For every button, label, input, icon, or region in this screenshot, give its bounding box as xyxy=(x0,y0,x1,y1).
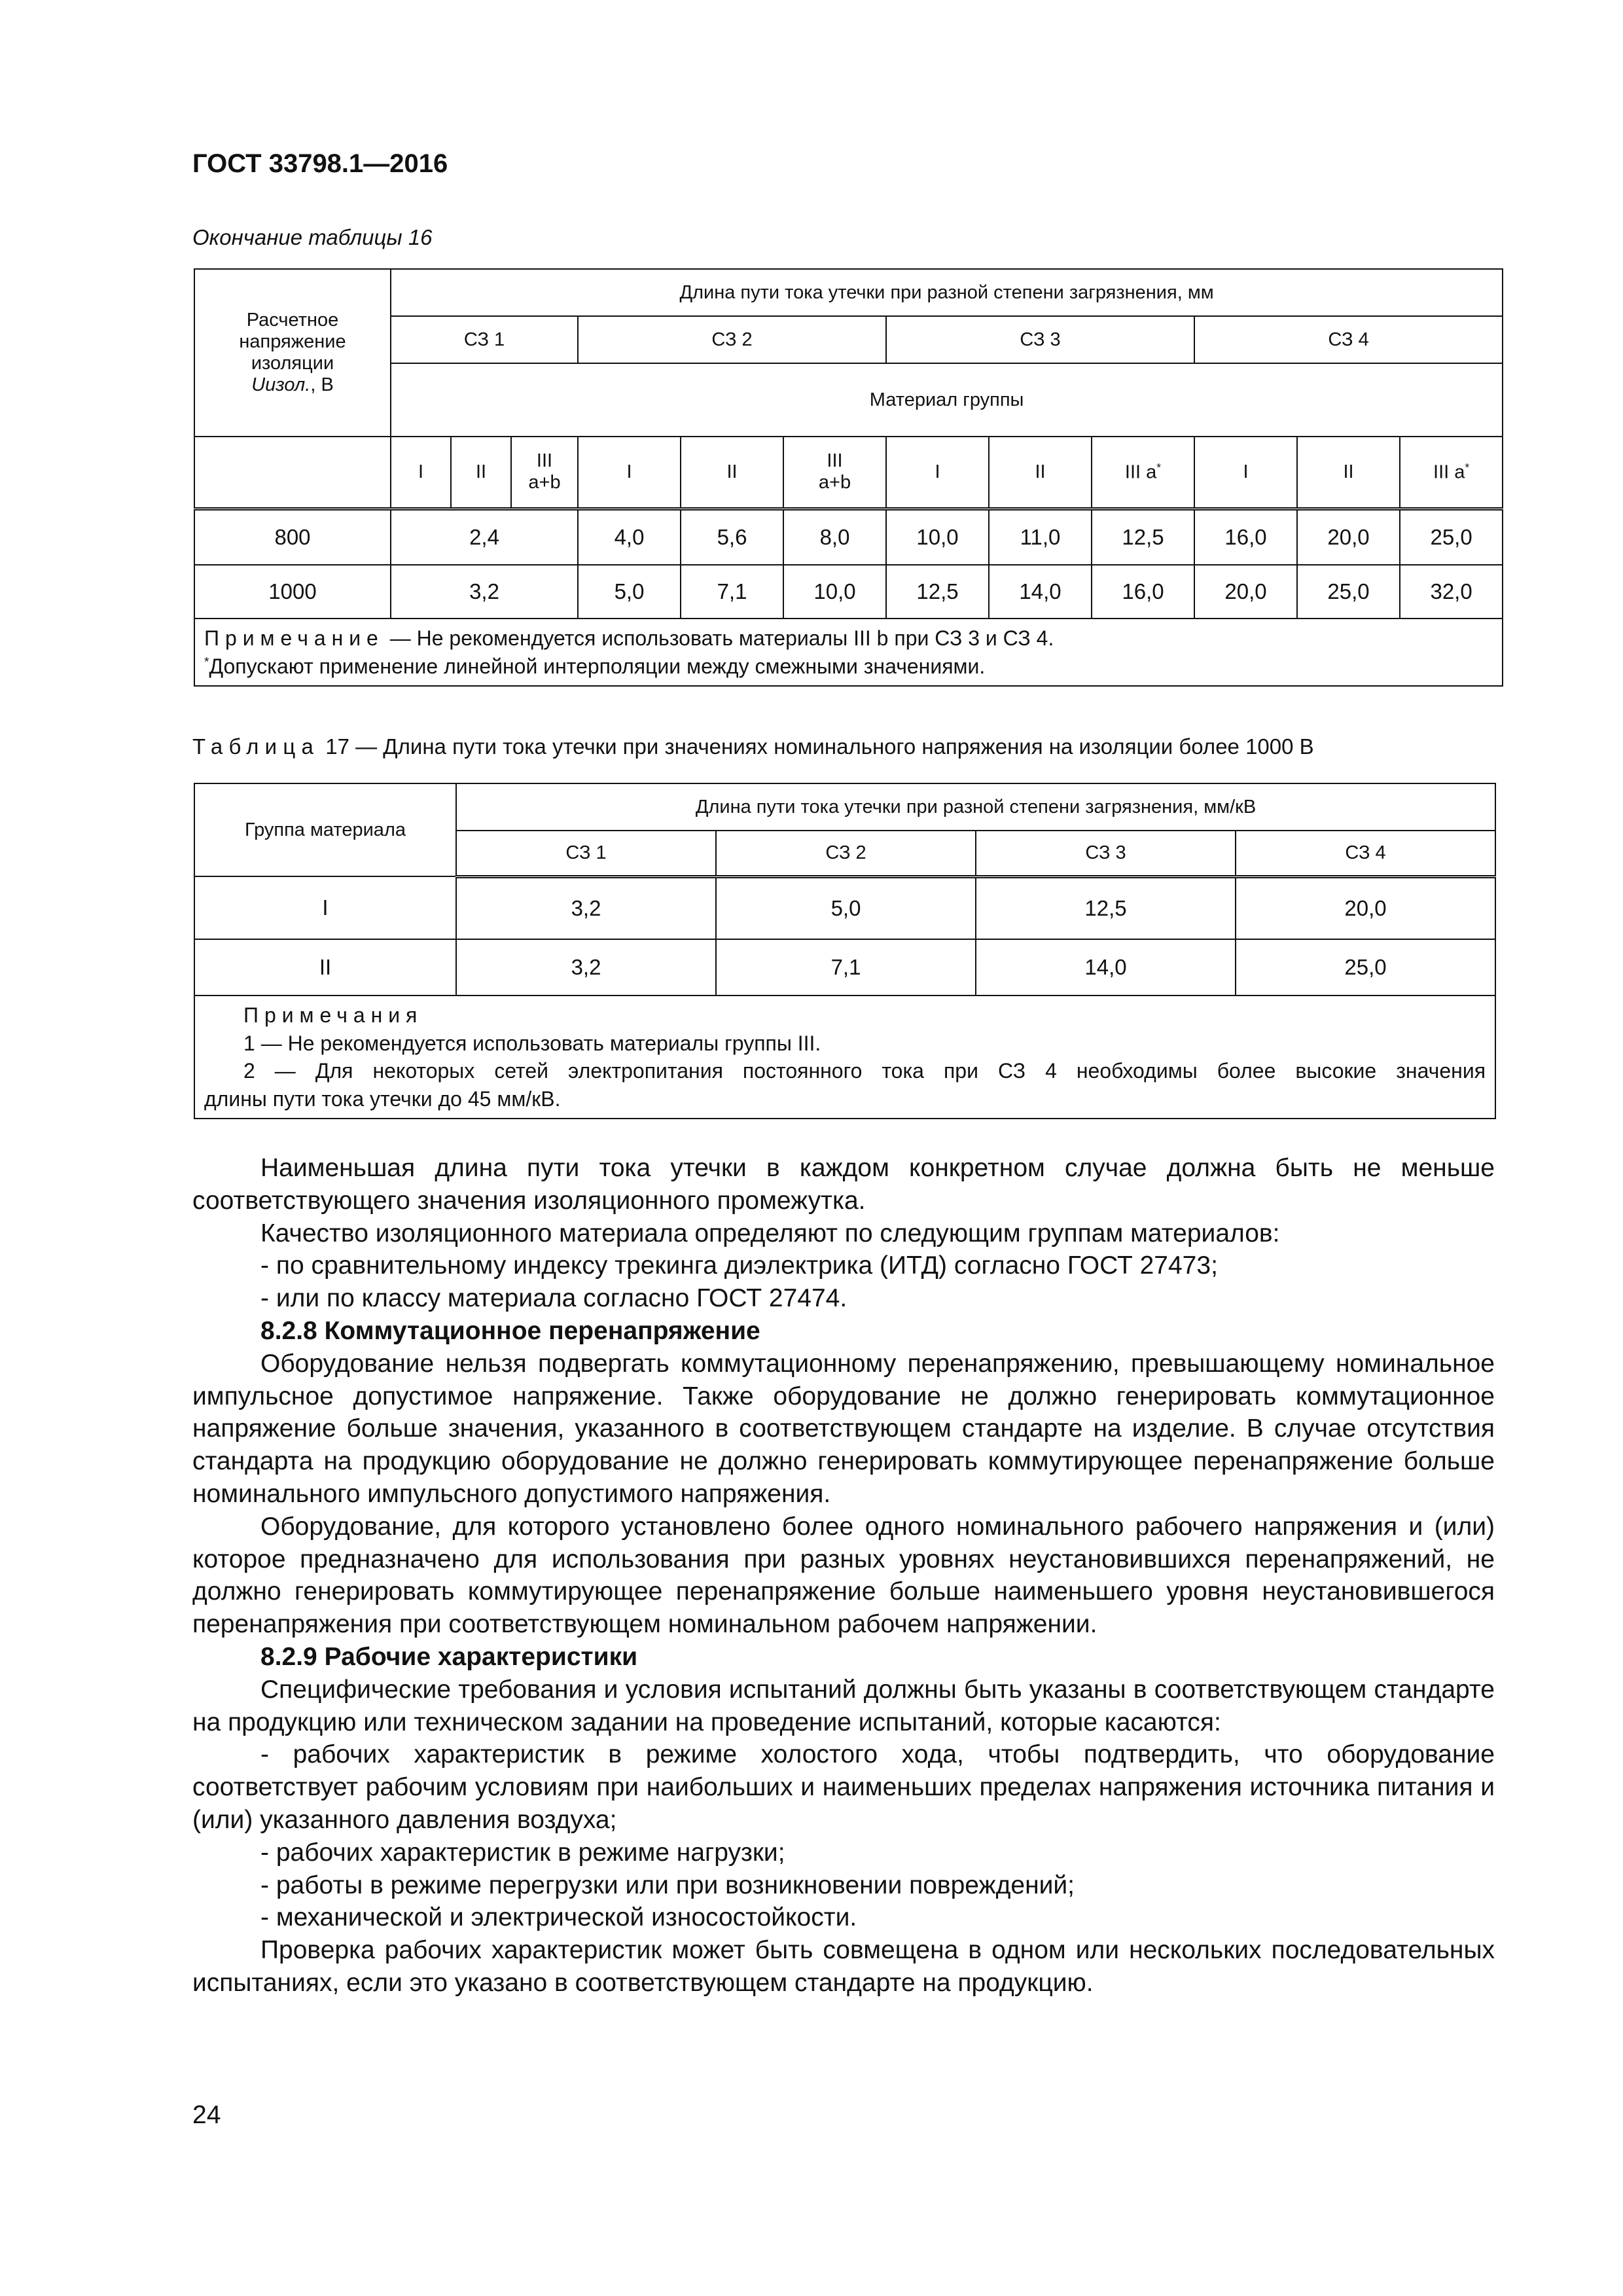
group-line: a+b xyxy=(818,472,851,493)
notes-label: Примечания xyxy=(243,1003,423,1027)
asterisk: * xyxy=(1156,460,1162,474)
value-cell: 32,0 xyxy=(1400,565,1503,619)
degree-header: СЗ 1 xyxy=(391,316,578,363)
group-cell: I xyxy=(1194,437,1297,509)
value-cell: 5,0 xyxy=(578,565,681,619)
caption-text: 17 — Длина пути тока утечки при значениях номинального напряжения на изоляции более 1000 В xyxy=(319,734,1314,759)
value-cell: 10,0 xyxy=(783,565,886,619)
degree-header: СЗ 1 xyxy=(456,831,716,876)
value-cell: 14,0 xyxy=(976,939,1236,996)
paragraph: Оборудование, для которого установлено более одного номинального рабочего напряжения и (или) которое предназначено для использования при разных уровнях неустановившихся перенапряжений, не должно генерировать коммутирующее перенапряжение больше наименьшего уровня неустановившегося перенапряжения при соответствующем номинальном рабочем напряжении. xyxy=(192,1512,1495,1639)
table-row xyxy=(194,876,1495,939)
voltage-cell: 800 xyxy=(194,509,391,565)
value-cell: 12,5 xyxy=(886,565,989,619)
rowhead-line2: напряжение xyxy=(239,331,346,352)
group-cell xyxy=(1400,437,1503,509)
paragraph: Качество изоляционного материала определяют по следующим группам материалов: xyxy=(260,1219,1280,1247)
material-group-header: Материал группы xyxy=(391,363,1503,437)
value-cell: 25,0 xyxy=(1297,565,1400,619)
value-cell: 16,0 xyxy=(1194,509,1297,565)
value-cell: 20,0 xyxy=(1297,509,1400,565)
section-heading: 8.2.8 Коммутационное перенапряжение xyxy=(260,1316,760,1345)
rowhead-line3: изоляции xyxy=(251,353,334,374)
table-row xyxy=(194,565,1503,619)
rowhead-symbol: Uизол. xyxy=(251,374,311,395)
footnote-asterisk: * xyxy=(204,655,209,669)
group-label: III a xyxy=(1433,461,1465,483)
value-cell: 8,0 xyxy=(783,509,886,565)
table-row xyxy=(194,509,1503,565)
table17-notes xyxy=(194,996,1495,1119)
table-row xyxy=(194,939,1495,996)
note-text: — Не рекомендуется использовать материалы III b при СЗ 3 и СЗ 4. xyxy=(383,626,1054,650)
note-label: Примечание xyxy=(204,626,384,650)
degree-header: СЗ 3 xyxy=(976,831,1236,876)
note-1: 1 — Не рекомендуется использовать материалы группы III. xyxy=(243,1031,821,1055)
group-cell: II xyxy=(194,939,456,996)
table16-rowhead xyxy=(194,269,391,437)
value-cell: 20,0 xyxy=(1194,565,1297,619)
group-cell: II xyxy=(1297,437,1400,509)
list-item: - работы в режиме перегрузки или при возникновении повреждений; xyxy=(260,1871,1075,1899)
value-cell: 7,1 xyxy=(681,565,783,619)
list-item: - по сравнительному индексу трекинга диэлектрика (ИТД) согласно ГОСТ 27473; xyxy=(260,1251,1218,1280)
rowhead-line1: Расчетное xyxy=(246,310,339,331)
group-cell: I xyxy=(578,437,681,509)
list-item: - механической и электрической износостойкости. xyxy=(260,1903,857,1932)
group-cell: I xyxy=(391,437,451,509)
group-cell xyxy=(511,437,578,509)
rowhead-unit: , В xyxy=(310,374,334,395)
group-cell: II xyxy=(451,437,511,509)
group-cell: II xyxy=(989,437,1092,509)
degree-header: СЗ 4 xyxy=(1236,831,1495,876)
body-text xyxy=(192,1152,1495,2000)
value-cell: 7,1 xyxy=(716,939,976,996)
document-header: ГОСТ 33798.1—2016 xyxy=(192,149,448,178)
group-label: III a xyxy=(1124,461,1157,483)
value-cell: 4,0 xyxy=(578,509,681,565)
table17-main-header: Длина пути тока утечки при разной степени загрязнения, мм/кВ xyxy=(456,783,1495,831)
value-cell: 16,0 xyxy=(1092,565,1194,619)
degree-header: СЗ 2 xyxy=(716,831,976,876)
table16-main-header: Длина пути тока утечки при разной степени загрязнения, мм xyxy=(391,269,1503,316)
paragraph: Проверка рабочих характеристик может быть совмещена в одном или нескольких последовательных испытаниях, если это указано в соответствующем стандарте на продукцию. xyxy=(192,1936,1495,1997)
table16-note xyxy=(194,619,1503,686)
group-cell: I xyxy=(194,876,456,939)
value-cell: 25,0 xyxy=(1400,509,1503,565)
degree-header: СЗ 4 xyxy=(1194,316,1503,363)
empty-cell xyxy=(194,437,391,509)
page-number: 24 xyxy=(192,2101,221,2129)
value-cell: 25,0 xyxy=(1236,939,1495,996)
group-line: a+b xyxy=(528,472,561,493)
value-cell: 3,2 xyxy=(391,565,578,619)
value-cell: 10,0 xyxy=(886,509,989,565)
asterisk: * xyxy=(1465,460,1470,474)
paragraph: Специфические требования и условия испытаний должны быть указаны в соответствующем стандарте на продукцию или техническом задании на проведение испытаний, которые касаются: xyxy=(192,1675,1495,1736)
paragraph: Оборудование нельзя подвергать коммутационному перенапряжению, превышающему номинальное импульсное допустимое напряжение. Также оборудование не должно генерировать коммутационное напряжение больше значения, указанного в соответствующем стандарте на изделие. В случае отсутствия стандарта на продукцию оборудование не должно генерировать коммутирующее перенапряжение больше номинального импульсного допустимого напряжения. xyxy=(192,1349,1495,1508)
table17-caption xyxy=(192,734,1314,759)
paragraph: Наименьшая длина пути тока утечки в каждом конкретном случае должна быть не меньше соответствующего значения изоляционного промежутка. xyxy=(192,1154,1495,1215)
value-cell: 5,0 xyxy=(716,876,976,939)
section-heading: 8.2.9 Рабочие характеристики xyxy=(260,1642,638,1671)
group-cell xyxy=(783,437,886,509)
table16-caption: Окончание таблицы 16 xyxy=(192,225,433,249)
table17-rowhead: Группа материала xyxy=(194,783,456,876)
degree-header: СЗ 3 xyxy=(886,316,1194,363)
list-item: - или по классу материала согласно ГОСТ 27474. xyxy=(260,1284,847,1313)
value-cell: 3,2 xyxy=(456,876,716,939)
caption-label: Таблица xyxy=(192,734,320,759)
value-cell: 20,0 xyxy=(1236,876,1495,939)
value-cell: 11,0 xyxy=(989,509,1092,565)
group-line: III xyxy=(536,450,553,472)
note-2-start: 2 — Для некоторых сетей электропитания постоянного тока при СЗ 4 необходимы более высокие значения xyxy=(243,1059,1486,1083)
note-2-end: длины пути тока утечки до 45 мм/кВ. xyxy=(204,1086,561,1111)
group-cell: II xyxy=(681,437,783,509)
footnote-text: Допускают применение линейной интерполяции между смежными значениями. xyxy=(209,654,986,678)
list-item: - рабочих характеристик в режиме нагрузки; xyxy=(260,1838,785,1867)
value-cell: 12,5 xyxy=(1092,509,1194,565)
degree-header: СЗ 2 xyxy=(578,316,886,363)
value-cell: 12,5 xyxy=(976,876,1236,939)
value-cell: 2,4 xyxy=(391,509,578,565)
list-item: - рабочих характеристик в режиме холостого хода, чтобы подтвердить, что оборудование соответствует рабочим условиям при наибольших и наименьших пределах напряжения источника питания и (или) указанного давления воздуха; xyxy=(192,1740,1495,1834)
value-cell: 14,0 xyxy=(989,565,1092,619)
voltage-cell: 1000 xyxy=(194,565,391,619)
table-16 xyxy=(194,268,1503,687)
value-cell: 3,2 xyxy=(456,939,716,996)
table-17 xyxy=(194,783,1496,1119)
group-line: III xyxy=(827,450,843,472)
value-cell: 5,6 xyxy=(681,509,783,565)
group-cell: I xyxy=(886,437,989,509)
group-cell xyxy=(1092,437,1194,509)
